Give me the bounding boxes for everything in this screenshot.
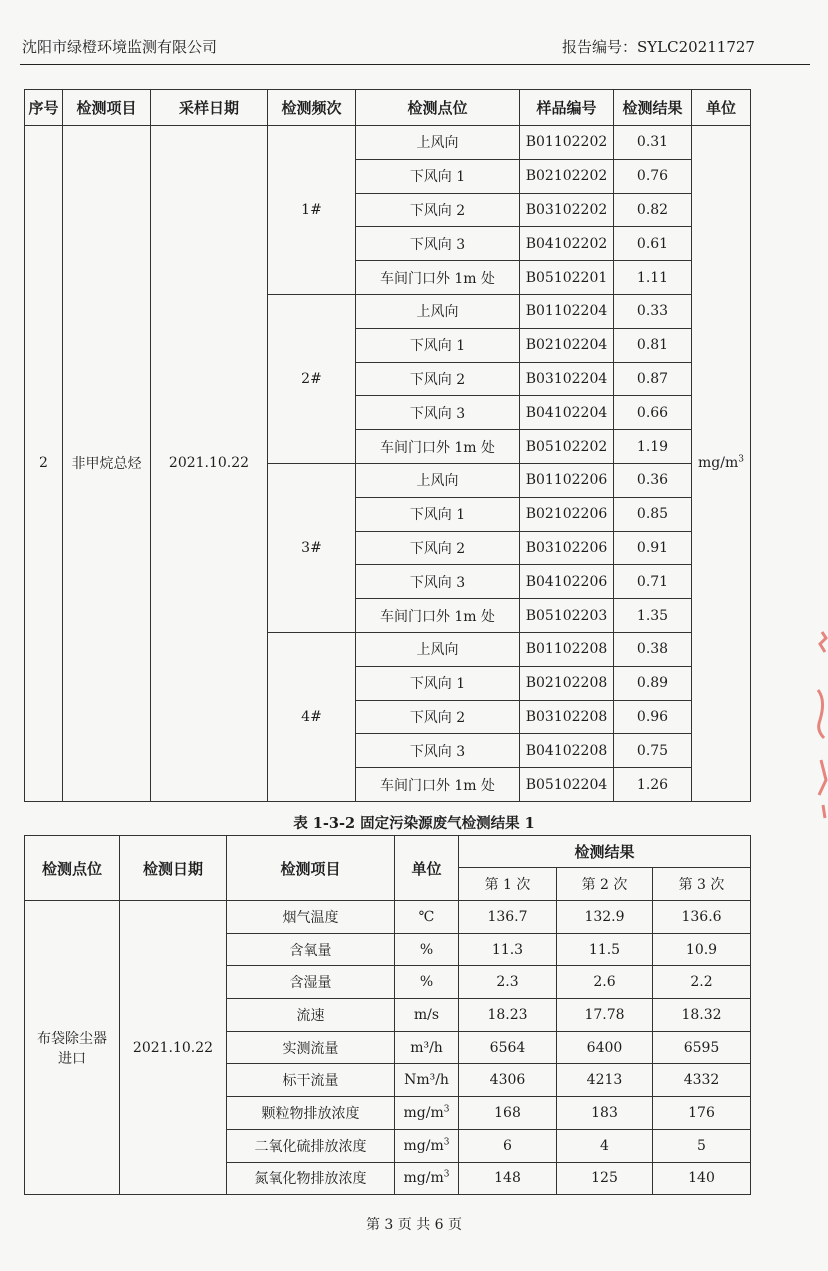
- cell-sample-no: B02102202: [520, 159, 614, 193]
- cell-result: 1.26: [614, 768, 692, 802]
- unit-base: ℃: [418, 908, 435, 925]
- th-point: 检测点位: [356, 90, 520, 126]
- point-line-2: 进口: [58, 1050, 86, 1067]
- cell-result: 0.66: [614, 396, 692, 430]
- cell-item: 氮氧化物排放浓度: [227, 1162, 395, 1195]
- th-unit: 单位: [692, 90, 751, 126]
- cell-run-2: 183: [557, 1097, 653, 1130]
- table2-header-row: [25, 836, 751, 868]
- cell-sample-no: B05102202: [520, 430, 614, 464]
- th-result: 检测结果: [614, 90, 692, 126]
- cell-sample-no: B05102204: [520, 768, 614, 802]
- cell-sample-no: B04102208: [520, 734, 614, 768]
- unit-base: m³/h: [410, 1039, 443, 1056]
- cell-result: 0.81: [614, 328, 692, 362]
- cell-run-1: 2.3: [459, 966, 557, 999]
- cell-run-2: 4213: [557, 1064, 653, 1097]
- cell-unit: [395, 999, 459, 1032]
- cell-point: 下风向 1: [356, 666, 520, 700]
- cell-sample-no: B02102208: [520, 666, 614, 700]
- cell-item: 含氧量: [227, 933, 395, 966]
- cell-point: 下风向 1: [356, 159, 520, 193]
- cell-unit: [395, 901, 459, 934]
- unit-base: %: [419, 941, 434, 958]
- cell-result: 0.33: [614, 294, 692, 328]
- cell-point: 下风向 2: [356, 531, 520, 565]
- cell-unit: [395, 1162, 459, 1195]
- cell-point: 下风向 1: [356, 497, 520, 531]
- table2-caption: 表 1-3-2 固定污染源废气检测结果 1: [293, 815, 535, 832]
- cell-run-1: 6: [459, 1129, 557, 1162]
- cell-run-2: 2.6: [557, 966, 653, 999]
- cell-sample-no: B03102208: [520, 700, 614, 734]
- cell-result: 1.11: [614, 261, 692, 295]
- report-number: 报告编号：SYLC20211727: [562, 38, 755, 56]
- cell-point: 车间门口外 1m 处: [356, 430, 520, 464]
- cell-run-2: 4: [557, 1129, 653, 1162]
- nmhc-results-table: [24, 89, 751, 802]
- cell-run-3: 136.6: [653, 901, 751, 934]
- cell-sample-no: B05102203: [520, 599, 614, 633]
- cell-run-1: 168: [459, 1097, 557, 1130]
- cell-run-1: 18.23: [459, 999, 557, 1032]
- cell-item: 颗粒物排放浓度: [227, 1097, 395, 1130]
- cell-run-2: 125: [557, 1162, 653, 1195]
- cell-result: 0.76: [614, 159, 692, 193]
- th-date: 检测日期: [120, 836, 227, 901]
- exhaust-gas-results-table: [24, 835, 751, 1195]
- cell-run-1: 136.7: [459, 901, 557, 934]
- cell-point: 下风向 3: [356, 396, 520, 430]
- cell-sample-no: B03102202: [520, 193, 614, 227]
- th-sample-no: 样品编号: [520, 90, 614, 126]
- unit-exponent: 3: [738, 454, 744, 465]
- unit-exponent: 3: [443, 1104, 450, 1115]
- cell-point: 下风向 3: [356, 227, 520, 261]
- cell-point: 下风向 3: [356, 734, 520, 768]
- cell-result: 0.36: [614, 463, 692, 497]
- cell-result: 1.35: [614, 599, 692, 633]
- th-unit: 单位: [395, 836, 459, 901]
- cell-point: 下风向 2: [356, 193, 520, 227]
- unit-exponent: 3: [443, 1137, 450, 1147]
- cell-sample-no: B04102204: [520, 396, 614, 430]
- cell-result: 0.91: [614, 531, 692, 565]
- cell-point: 上风向: [356, 294, 520, 328]
- cell-sample-no: B01102208: [520, 632, 614, 666]
- cell-unit: [395, 1129, 459, 1162]
- table-row: [25, 126, 751, 160]
- cell-sampling-date: 2021.10.22: [151, 126, 268, 802]
- cell-sample-no: B02102206: [520, 497, 614, 531]
- cell-sample-no: B03102206: [520, 531, 614, 565]
- cell-result: 0.38: [614, 632, 692, 666]
- th-frequency: 检测频次: [268, 90, 356, 126]
- cell-result: 0.85: [614, 497, 692, 531]
- th-run-2: 第 2 次: [557, 868, 653, 901]
- th-run-3: 第 3 次: [653, 868, 751, 901]
- unit-base: %: [419, 974, 434, 991]
- cell-result: 0.96: [614, 700, 692, 734]
- cell-run-1: 148: [459, 1162, 557, 1195]
- cell-item: 非甲烷总烃: [63, 126, 151, 802]
- cell-unit: [395, 1097, 459, 1130]
- table1-header-row: [25, 90, 751, 126]
- cell-run-3: 6595: [653, 1031, 751, 1064]
- cell-run-2: 11.5: [557, 933, 653, 966]
- cell-run-1: 4306: [459, 1064, 557, 1097]
- page-number: 第 3 页 共 6 页: [365, 1217, 463, 1233]
- cell-item: 标干流量: [227, 1064, 395, 1097]
- red-seal-stamp-edge: [812, 630, 828, 820]
- cell-point: 车间门口外 1m 处: [356, 768, 520, 802]
- cell-run-3: 10.9: [653, 933, 751, 966]
- cell-run-3: 18.32: [653, 999, 751, 1032]
- cell-frequency: 2#: [268, 294, 356, 463]
- cell-result: 0.89: [614, 666, 692, 700]
- cell-sample-no: B02102204: [520, 328, 614, 362]
- cell-run-3: 176: [653, 1097, 751, 1130]
- cell-point: [25, 901, 120, 1195]
- cell-unit: [692, 126, 751, 802]
- cell-sample-no: B04102206: [520, 565, 614, 599]
- cell-result: 0.71: [614, 565, 692, 599]
- th-sampling-date: 采样日期: [151, 90, 268, 126]
- cell-point: 下风向 2: [356, 700, 520, 734]
- th-index: 序号: [25, 90, 63, 126]
- cell-frequency: 1#: [268, 126, 356, 295]
- cell-point: 下风向 1: [356, 328, 520, 362]
- cell-result: 0.61: [614, 227, 692, 261]
- cell-sample-no: B01102204: [520, 294, 614, 328]
- cell-unit: [395, 1031, 459, 1064]
- th-results: 检测结果: [459, 836, 751, 868]
- cell-frequency: 4#: [268, 632, 356, 801]
- cell-point: 下风向 2: [356, 362, 520, 396]
- cell-frequency: 3#: [268, 463, 356, 632]
- cell-result: 0.82: [614, 193, 692, 227]
- cell-run-1: 6564: [459, 1031, 557, 1064]
- unit-base: Nm³/h: [404, 1072, 449, 1089]
- cell-run-3: 140: [653, 1162, 751, 1195]
- cell-sample-no: B01102206: [520, 463, 614, 497]
- cell-sample-no: B03102204: [520, 362, 614, 396]
- cell-unit: [395, 933, 459, 966]
- cell-sample-no: B01102202: [520, 126, 614, 160]
- cell-date: 2021.10.22: [120, 901, 227, 1195]
- th-point: 检测点位: [25, 836, 120, 901]
- cell-sample-no: B04102202: [520, 227, 614, 261]
- table-row: [25, 901, 751, 934]
- cell-item: 二氧化硫排放浓度: [227, 1129, 395, 1162]
- cell-item: 实测流量: [227, 1031, 395, 1064]
- unit-exponent: 3: [443, 1169, 450, 1180]
- cell-point: 上风向: [356, 463, 520, 497]
- header-rule: [20, 64, 810, 65]
- cell-result: 0.75: [614, 734, 692, 768]
- cell-result: 1.19: [614, 430, 692, 464]
- cell-point: 车间门口外 1m 处: [356, 599, 520, 633]
- cell-run-2: 17.78: [557, 999, 653, 1032]
- cell-run-1: 11.3: [459, 933, 557, 966]
- cell-run-3: 4332: [653, 1064, 751, 1097]
- cell-point: 上风向: [356, 126, 520, 160]
- cell-run-3: 5: [653, 1129, 751, 1162]
- unit-base: mg/m: [403, 1104, 444, 1121]
- unit-base: mg/m: [403, 1137, 444, 1154]
- cell-run-2: 6400: [557, 1031, 653, 1064]
- cell-sample-no: B05102201: [520, 261, 614, 295]
- stamp-stroke: [818, 632, 826, 818]
- th-item: 检测项目: [227, 836, 395, 901]
- cell-unit: [395, 1064, 459, 1097]
- unit-base: mg/m: [698, 455, 739, 472]
- th-item: 检测项目: [63, 90, 151, 126]
- cell-result: 0.87: [614, 362, 692, 396]
- cell-result: 0.31: [614, 126, 692, 160]
- th-run-1: 第 1 次: [459, 868, 557, 901]
- cell-run-3: 2.2: [653, 966, 751, 999]
- cell-point: 下风向 3: [356, 565, 520, 599]
- unit-base: m/s: [413, 1006, 440, 1023]
- point-line-1: 布袋除尘器: [37, 1030, 107, 1047]
- company-name: 沈阳市绿橙环境监测有限公司: [22, 38, 218, 56]
- cell-point: 车间门口外 1m 处: [356, 261, 520, 295]
- cell-point: 上风向: [356, 632, 520, 666]
- cell-unit: [395, 966, 459, 999]
- unit-base: mg/m: [403, 1170, 444, 1187]
- cell-run-2: 132.9: [557, 901, 653, 934]
- cell-item: 烟气温度: [227, 901, 395, 934]
- cell-item: 含湿量: [227, 966, 395, 999]
- cell-item: 流速: [227, 999, 395, 1032]
- cell-index: 2: [25, 126, 63, 802]
